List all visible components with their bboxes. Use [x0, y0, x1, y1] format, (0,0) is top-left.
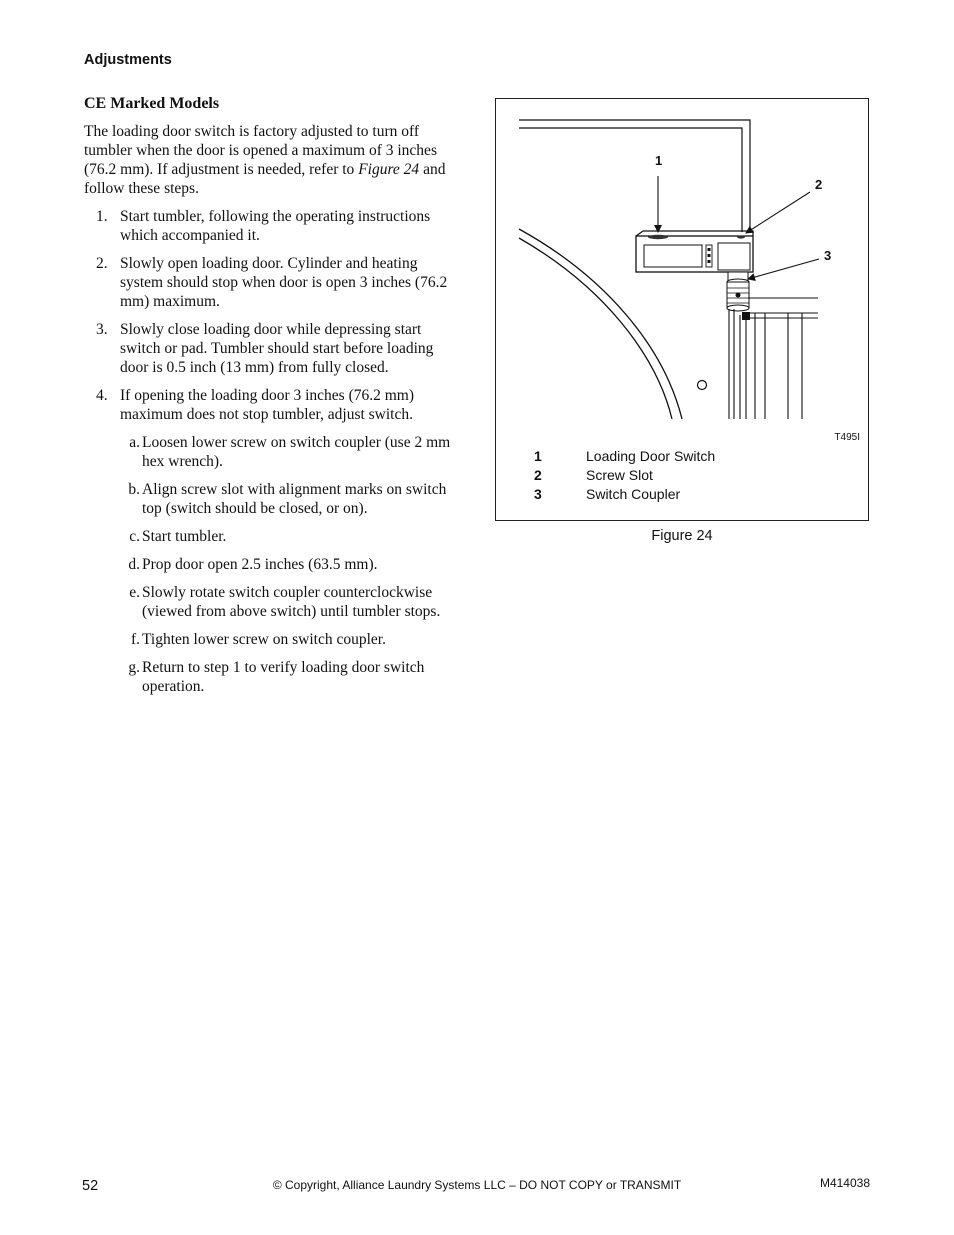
- substep-item: [84, 630, 462, 649]
- door-frame-post: [729, 298, 818, 419]
- callout-1: 1: [655, 153, 663, 168]
- substep-item: [84, 555, 462, 574]
- substep-text: Return to step 1 to verify loading door switch operation.: [142, 659, 425, 695]
- step-text: Slowly close loading door while depressing start switch or pad. Tumbler should start before loading door is 0.5 inch (13 mm) from fully closed.: [120, 321, 434, 376]
- step-text: If opening the loading door 3 inches (76.2 mm) maximum does not stop tumbler, adjust switch.: [120, 387, 415, 423]
- figure-caption: Figure 24: [651, 528, 713, 544]
- callout-3: 3: [824, 248, 832, 263]
- figure-24-box: [495, 98, 869, 521]
- switch-coupler: [727, 272, 749, 311]
- substep-letter: a.: [129, 434, 140, 451]
- substep-letter: e.: [129, 584, 140, 601]
- substep-text: Tighten lower screw on switch coupler.: [142, 631, 386, 648]
- substep-item: [84, 480, 462, 518]
- instructions-column: [84, 94, 462, 705]
- leader-2: [746, 192, 810, 233]
- step-text: Slowly open loading door. Cylinder and heating system should stop when door is open 3 inches (76.2 mm) maximum.: [120, 255, 448, 310]
- legend-label: Loading Door Switch: [586, 448, 716, 464]
- section-header: Adjustments: [84, 52, 172, 68]
- leader-3: [748, 259, 819, 279]
- substep-letter: f.: [130, 631, 140, 648]
- substep-letter: c.: [129, 528, 140, 545]
- step-number: 4.: [96, 387, 108, 404]
- illustration-code: T495I: [834, 432, 860, 443]
- substep-letter: g.: [128, 659, 140, 676]
- loading-door-switch: [636, 231, 753, 272]
- figure-reference: Figure 24: [358, 161, 420, 178]
- substep-item: [84, 658, 462, 696]
- substep-item: [84, 433, 462, 471]
- intro-text-pre: The loading door switch is factory adjusted to turn off tumbler when the door is opened a maximum of 3 inches (76.2 mm). If adjustment is needed, refer to: [84, 123, 437, 178]
- intro-paragraph: [84, 122, 462, 198]
- step-item: [84, 320, 462, 377]
- legend-number: 2: [534, 467, 542, 483]
- substep-item: [84, 583, 462, 621]
- substep-item: [84, 527, 462, 546]
- step-number: 1.: [96, 208, 108, 225]
- frame-inner-line: [519, 128, 742, 232]
- copyright-notice: © Copyright, Alliance Laundry Systems LLC – DO NOT COPY or TRANSMIT: [272, 1178, 682, 1192]
- subheading: CE Marked Models: [84, 95, 220, 112]
- step-number: 2.: [96, 255, 108, 272]
- step-item: [84, 254, 462, 311]
- step-item: [84, 207, 462, 245]
- step-number: 3.: [96, 321, 108, 338]
- step-list: [84, 207, 462, 424]
- substep-letter: d.: [128, 556, 140, 573]
- substep-text: Align screw slot with alignment marks on switch top (switch should be closed, or on).: [142, 481, 447, 517]
- substep-text: Loosen lower screw on switch coupler (use 2 mm hex wrench).: [142, 434, 451, 470]
- frame-outer-line: [519, 120, 750, 232]
- legend-label: Switch Coupler: [586, 486, 681, 502]
- substep-text: Prop door open 2.5 inches (63.5 mm).: [142, 556, 378, 573]
- substep-text: Start tumbler.: [142, 528, 227, 545]
- door-hole-circle: [698, 381, 707, 390]
- legend-number: 3: [534, 486, 542, 502]
- legend-number: 1: [534, 448, 542, 464]
- legend-label: Screw Slot: [586, 467, 653, 483]
- callout-2: 2: [815, 177, 823, 192]
- substep-letter: b.: [128, 481, 140, 498]
- step-text: Start tumbler, following the operating instructions which accompanied it.: [120, 208, 431, 244]
- substep-list: [84, 433, 462, 696]
- intro-text-post: and follow these steps.: [84, 161, 446, 197]
- substep-text: Slowly rotate switch coupler counterclockwise (viewed from above switch) until tumbler stops.: [142, 584, 441, 620]
- document-code: M414038: [819, 1176, 870, 1190]
- page-number: 52: [82, 1178, 99, 1194]
- step-item: [84, 386, 462, 424]
